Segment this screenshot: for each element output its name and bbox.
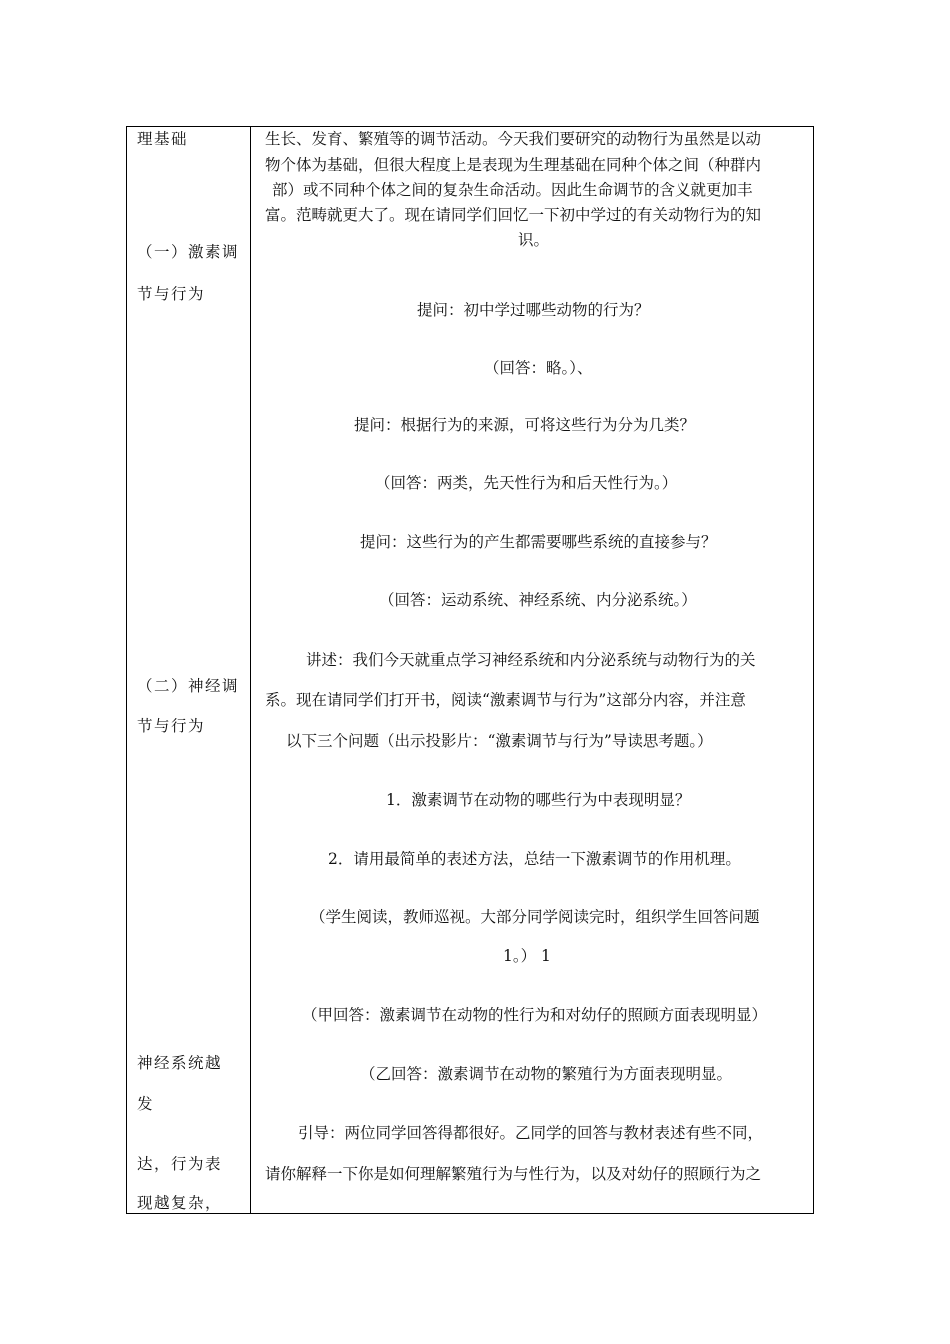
answer-line: （回答：运动系统、神经系统、内分泌系统。） bbox=[379, 591, 697, 609]
left-cell-line: 理基础 bbox=[137, 130, 189, 148]
list-item: 2．请用最简单的表述方法，总结一下激素调节的作用机理。 bbox=[328, 850, 741, 868]
paragraph-line: 以下三个问题（出示投影片：“激素调节与行为”导读思考题。） bbox=[286, 732, 713, 750]
paragraph-line: 富。范畴就更大了。现在请同学们回忆一下初中学过的有关动物行为的知 bbox=[265, 206, 762, 224]
answer-line: （甲回答：激素调节在动物的性行为和对幼仔的照顾方面表现明显） bbox=[302, 1006, 768, 1024]
question-line: 提问：根据行为的来源，可将这些行为分为几类？ bbox=[354, 416, 696, 434]
paragraph-line: 讲述：我们今天就重点学习神经系统和内分泌系统与动物行为的关 bbox=[306, 651, 756, 669]
list-item: 1．激素调节在动物的哪些行为中表现明显？ bbox=[386, 791, 691, 809]
left-cell-line: 节与行为 bbox=[137, 285, 206, 303]
paragraph-line: （学生阅读，教师巡视。大部分同学阅读完时，组织学生回答问题 bbox=[310, 908, 760, 926]
left-cell-line: 达，行为表 bbox=[137, 1155, 223, 1173]
left-cell-line: 发 bbox=[137, 1095, 155, 1113]
left-cell-line: 现越复杂， bbox=[137, 1194, 223, 1212]
left-cell-line: 神经系统越 bbox=[137, 1054, 223, 1072]
column-divider bbox=[250, 126, 251, 1214]
lesson-table bbox=[126, 126, 814, 1214]
paragraph-line: 生长、发育、繁殖等的调节活动。今天我们要研究的动物行为虽然是以动 bbox=[265, 130, 762, 148]
question-line: 提问：这些行为的产生都需要哪些系统的直接参与？ bbox=[360, 533, 717, 551]
answer-line: （乙回答：激素调节在动物的繁殖行为方面表现明显。 bbox=[360, 1065, 733, 1083]
paragraph-line: 请你解释一下你是如何理解繁殖行为与性行为，以及对幼仔的照顾行为之 bbox=[265, 1165, 762, 1183]
paragraph-line: 1。） 1 bbox=[503, 947, 551, 965]
paragraph-line: 物个体为基础，但很大程度上是表现为生理基础在同种个体之间（种群内 bbox=[265, 156, 762, 174]
left-cell-line: 节与行为 bbox=[137, 717, 206, 735]
paragraph-line: 部）或不同种个体之间的复杂生命活动。因此生命调节的含义就更加丰 bbox=[272, 181, 753, 199]
question-line: 提问：初中学过哪些动物的行为？ bbox=[417, 301, 650, 319]
paragraph-line: 引导：两位同学回答得都很好。乙同学的回答与教材表述有些不同， bbox=[298, 1124, 764, 1142]
left-cell-line: （一）激素调 bbox=[137, 243, 240, 261]
answer-line: （回答：略。）、 bbox=[484, 359, 593, 377]
answer-line: （回答：两类，先天性行为和后天性行为。） bbox=[375, 474, 678, 492]
left-cell-line: （二）神经调 bbox=[137, 677, 240, 695]
paragraph-line: 系。现在请同学们打开书，阅读“激素调节与行为”这部分内容，并注意 bbox=[265, 691, 746, 709]
paragraph-line: 识。 bbox=[518, 231, 550, 249]
